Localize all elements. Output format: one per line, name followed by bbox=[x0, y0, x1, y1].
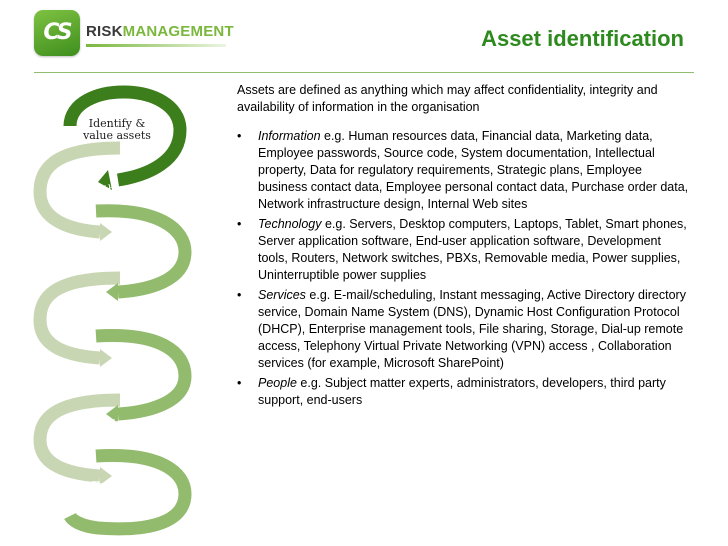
category-examples: e.g. E-mail/scheduling, Instant messaging, Active Directory directory service, Domain Name System (DNS), Dynamic Host Configuration Protocol (DHCP), Enterprise management tools, File sharing, Storage, Dial-up remote access, Telephony Virtual Private Networking (VPN) access , Collaboration services (for example, Microsoft SharePoint) bbox=[258, 288, 686, 370]
list-item-technology bbox=[237, 216, 692, 284]
list-item-services bbox=[237, 287, 692, 372]
bullet-marker: • bbox=[237, 217, 242, 231]
logo-mark: CS bbox=[34, 10, 80, 56]
logo-word-risk: RISK bbox=[86, 23, 123, 40]
category-term: Services bbox=[258, 288, 306, 302]
title-divider bbox=[34, 72, 694, 73]
logo-underline bbox=[86, 44, 226, 47]
bullet-marker: • bbox=[237, 288, 242, 302]
asset-category-list bbox=[237, 128, 692, 409]
bullet-marker: • bbox=[237, 376, 242, 390]
category-term: Technology bbox=[258, 217, 322, 231]
company-logo bbox=[34, 10, 234, 58]
cycle-step-identify-controls: Identify controls bbox=[107, 359, 153, 384]
cycle-step-identify-value-assets: Identify & value assets bbox=[83, 117, 151, 142]
process-cycle-diagram bbox=[0, 80, 230, 546]
category-examples: e.g. Servers, Desktop computers, Laptops, Tablet, Smart phones, Server application software, End-user application software, Development tools, Routers, Network switches, PBXs, Removable media, Power supplies, Uninterruptible power supplies bbox=[258, 217, 687, 282]
cycle-step-assess-inherent-risk: Assess inherent risk bbox=[55, 299, 144, 324]
cycle-step-determine-residual-risk: Determine residual risk bbox=[65, 417, 135, 442]
intro-paragraph: Assets are defined as anything which may affect confidentiality, integrity and availability of information in the organisation bbox=[237, 83, 658, 114]
logo-word-management: MANAGEMENT bbox=[122, 23, 234, 40]
bullet-marker: • bbox=[237, 129, 242, 143]
list-item-information bbox=[237, 128, 692, 213]
cycle-step-identify-threats: Identify threats bbox=[56, 183, 144, 196]
category-examples: e.g. Subject matter experts, administrators, developers, third party support, end-users bbox=[258, 376, 666, 407]
category-term: People bbox=[258, 376, 297, 390]
list-item-people bbox=[237, 375, 692, 409]
page-title: Asset identification bbox=[481, 26, 684, 51]
category-term: Information bbox=[258, 129, 321, 143]
logo-wordmark bbox=[86, 23, 234, 40]
content-panel bbox=[237, 82, 692, 412]
cycle-step-identify-vulnerabilities: Identify vulnerabilities bbox=[90, 239, 170, 264]
category-examples: e.g. Human resources data, Financial data, Marketing data, Employee passwords, Source code, System documentation, Intellectual property, Data for regulatory requirements, Strategic plans, Employee business contact data, Employee personal contact data, Purchase order data, Network infrastructure design, Internal Web sites bbox=[258, 129, 689, 211]
cycle-step-feed-into-risk-treatment-plan: Feed into risk treatment plan bbox=[88, 479, 172, 504]
